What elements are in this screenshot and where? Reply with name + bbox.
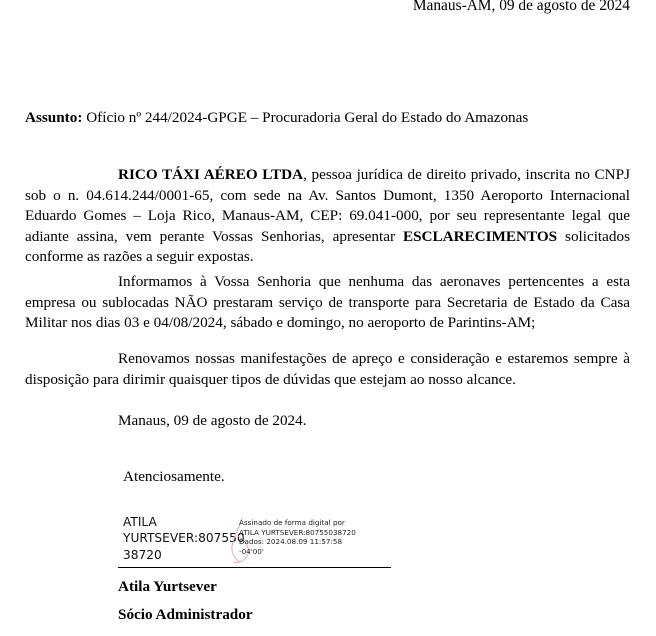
intro-text-a: , pessoa jurídica de direito privado, inscrita no CNPJ sob o n. 04.614.244/0001-65, com sede na Av. Santos Dumont, 1350 Aeroporto Internacional Eduardo Gomes – Loja Rico, Manaus-AM, CEP: 69.041-000, por seu representante legal que adiante assina, vem perante Vossas Senhorias, apresentar [25, 166, 631, 245]
digital-signature-name[interactable]: ATILA YURTSEVER:807550 38720 [123, 515, 245, 562]
paragraph-introduction [25, 165, 630, 268]
city-date: Manaus, 09 de agosto de 2024. [118, 412, 307, 429]
signature-line [118, 567, 391, 568]
signature-detail-line2: ATILA YURTSEVER:80755038720 [239, 527, 356, 537]
intro-text-b: solicitados conforme as razões a seguir expostas. [25, 227, 630, 266]
signer-name: Atila Yurtsever [118, 578, 217, 595]
subject-line [25, 109, 528, 127]
paragraph-information [25, 272, 630, 334]
clarifications-emphasis: ESCLARECIMENTOS [402, 227, 558, 245]
signature-detail-line4: -04'00' [239, 546, 264, 556]
document-date: Manaus-AM, 09 de agosto de 2024 [412, 0, 630, 14]
digital-signature-details[interactable] [239, 518, 379, 556]
subject-text: Ofício nº 244/2024-GPGE – Procuradoria Geral do Estado do Amazonas [82, 109, 529, 126]
signer-role: Sócio Administrador [118, 606, 253, 623]
paragraph-regards [25, 349, 630, 390]
signature-detail-line3: Dados: 2024.08.09 11:57:58 [239, 537, 343, 547]
closing-salutation: Atenciosamente. [123, 468, 225, 485]
subject-label: Assunto: [25, 109, 83, 126]
information-text: Informamos à Vossa Senhoria que nenhuma das aeronaves pertencentes a esta empresa ou sublocadas NÃO prestaram serviço de transporte para Secretaria de Estado da Casa Militar nos dias 03 e 04/08/2024, sábado e domingo, no aeroporto de Parintins-AM; [25, 273, 630, 332]
company-name: RICO TÁXI AÉREO LTDA [118, 166, 304, 183]
regards-text: Renovamos nossas manifestações de apreço e consideração e estaremos sempre à disposição para dirimir quaisquer tipos de dúvidas que estejam ao nosso alcance. [25, 350, 630, 388]
signature-detail-line1: Assinado de forma digital por [239, 518, 345, 527]
